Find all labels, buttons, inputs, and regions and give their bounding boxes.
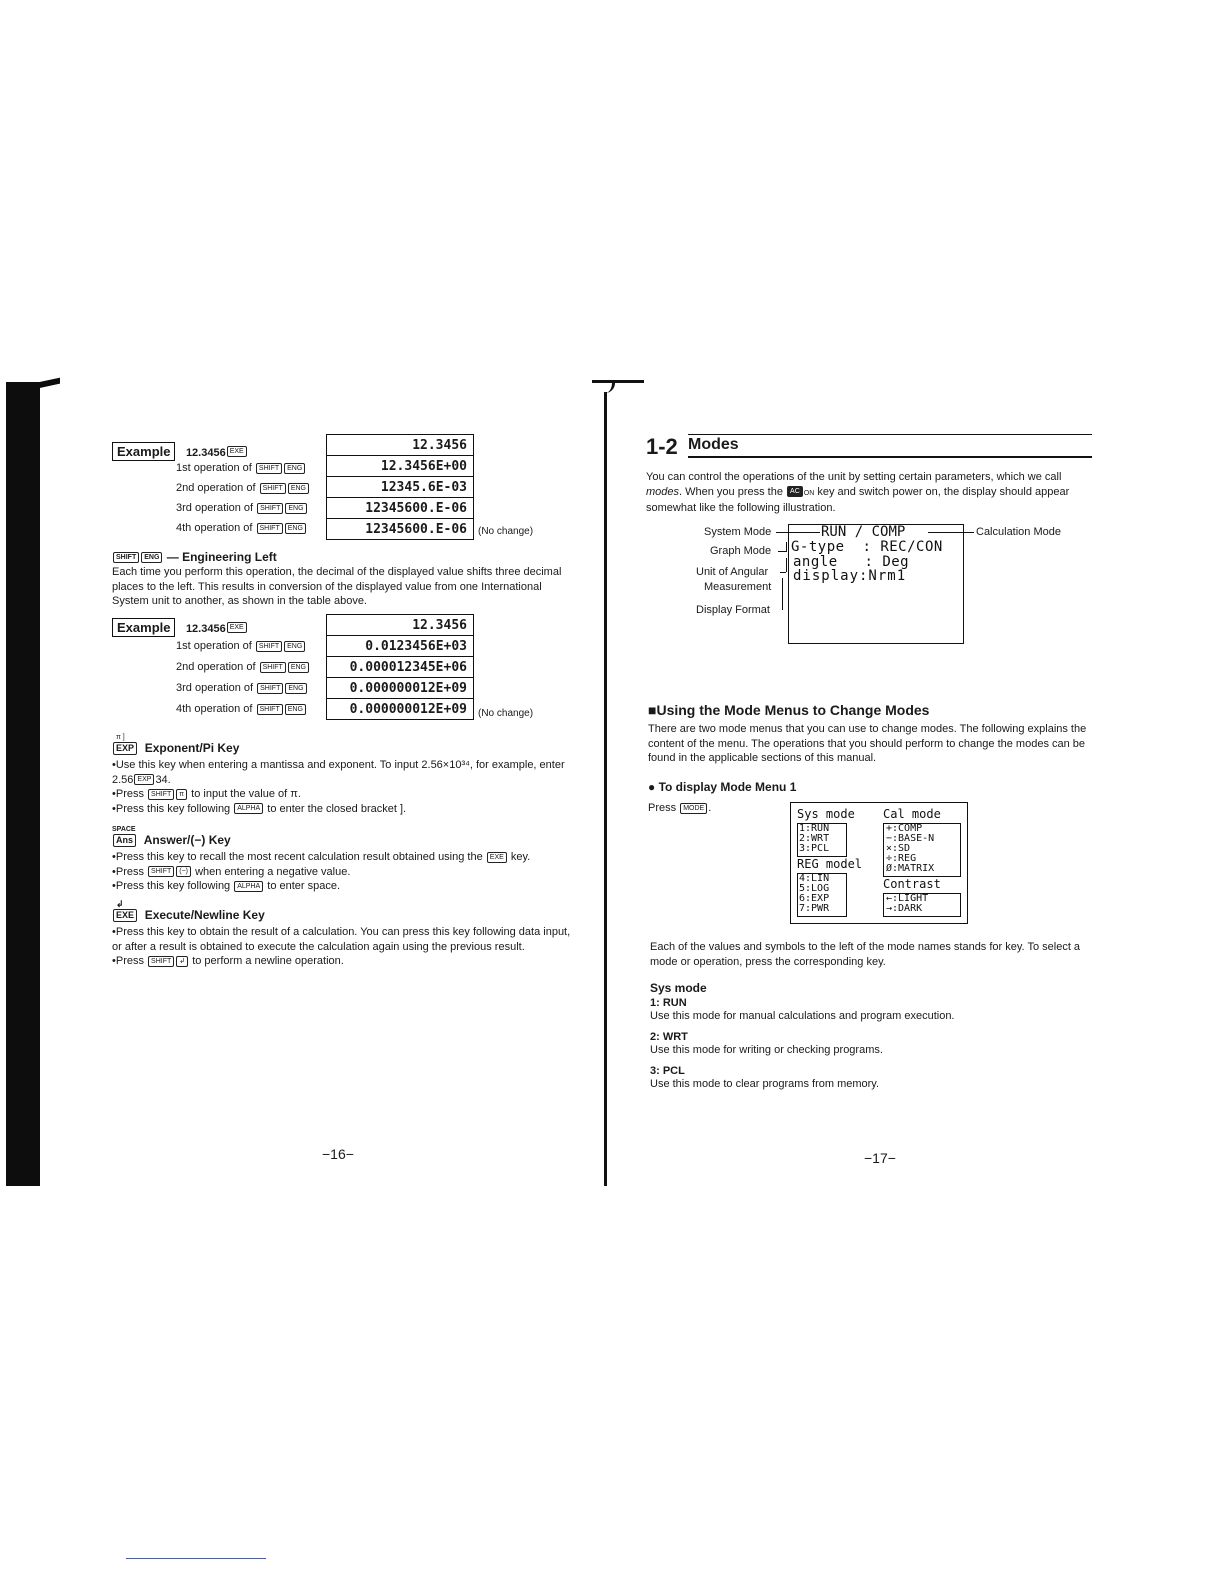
alpha-key-icon: ALPHA: [234, 803, 263, 814]
newline-key-icon: ↲: [176, 956, 188, 967]
menu-reg-title: REG model: [797, 857, 863, 871]
example1-result-1: 12.3456E+00: [327, 456, 474, 477]
example1-op-4: 4th operation of SHIFT ENG: [176, 522, 307, 534]
shift-key-icon: SHIFT: [257, 683, 283, 694]
label-graph-mode: Graph Mode: [710, 545, 772, 557]
run-body: Use this mode for manual calculations and program execution.: [650, 1010, 955, 1022]
left-page-number: −16−: [322, 1146, 354, 1162]
shift-key-icon: SHIFT: [256, 463, 282, 474]
menu-reg-item-0[interactable]: 4:LIN: [799, 873, 830, 884]
exp-key-icon: EXP: [134, 774, 154, 785]
display-illustration: [646, 520, 1106, 648]
connector-graph-v: [786, 542, 787, 552]
eng-key-icon: ENG: [141, 552, 162, 563]
eng-key-icon: ENG: [288, 483, 309, 494]
shift-key-icon: SHIFT: [148, 956, 174, 967]
label-calculation-mode: Calculation Mode: [976, 526, 1061, 538]
alpha-key-icon: ALPHA: [234, 881, 263, 892]
example2: [112, 614, 582, 726]
label-measurement: Measurement: [704, 581, 772, 593]
using-heading: ■Using the Mode Menus to Change Modes: [648, 702, 930, 718]
pcl-heading: 3: PCL: [650, 1065, 685, 1077]
pi-key-icon: π: [176, 789, 187, 800]
shift-key-icon: SHIFT: [148, 789, 174, 800]
example2-result-0: 12.3456: [327, 615, 474, 636]
exp-key-heading: [112, 741, 574, 755]
connector-angular: [780, 572, 786, 573]
exp-key-over: π ]: [116, 734, 125, 741]
ans-key-b1: •Press this key to recall the most recent calculation result obtained using the EXE key.: [112, 851, 531, 864]
intro-paragraph: You can control the operations of the unit by setting certain parameters, which we call modes. When you press the AC ON key and switch power on, the display should appear somewhat like the following illustration.: [646, 471, 1070, 514]
example2-result-1: 0.0123456E+03: [327, 636, 474, 657]
example1-input: 12.3456: [185, 447, 226, 459]
negative-key-icon: (−): [176, 866, 191, 877]
example1-op-3: 3rd operation of SHIFT ENG: [176, 502, 308, 514]
example2-op-1: 1st operation of SHIFT ENG: [176, 640, 306, 652]
exe-key-b2: •Press SHIFT ↲ to perform a newline operation.: [112, 955, 344, 968]
connector-display-v: [782, 578, 783, 610]
example1-op-1: 1st operation of SHIFT ENG: [176, 462, 306, 474]
pcl-body: Use this mode to clear programs from memory.: [650, 1078, 880, 1090]
each-paragraph: Each of the values and symbols to the left of the mode names stands for key. To select a mode or operation, press the corresponding key.: [650, 941, 1081, 968]
eng-key-icon: ENG: [285, 704, 306, 715]
example1-op-2: 2nd operation of SHIFT ENG: [176, 482, 310, 494]
exp-key-b3: •Press this key following ALPHA to enter the closed bracket ].: [112, 802, 407, 815]
example2-op-3: 3rd operation of SHIFT ENG: [176, 682, 308, 694]
eng-left-body: Each time you perform this operation, the decimal of the displayed value shifts three decimal places to the left. This results in conversion of the displayed value from one International System unit to another, as shown in the table above.: [112, 566, 562, 607]
menu-reg-box: [797, 873, 847, 917]
example1-result-3: 12345600.E-06: [327, 498, 474, 519]
display-line-4: display:Nrm1: [793, 568, 907, 584]
connector-angular-v: [786, 558, 787, 572]
eng-key-icon: ENG: [285, 503, 306, 514]
shift-key-icon: SHIFT: [257, 503, 283, 514]
menu-contrast-title: Contrast: [883, 877, 941, 891]
left-corner-mark: [38, 378, 60, 389]
menu-cal-item-4[interactable]: Ø:MATRIX: [886, 863, 935, 874]
using-body: There are two mode menus that you can use to change modes. The following explains the content of the menu. The operations that you should perform to change the modes can be found in the applicable sections of this manual.: [648, 723, 1087, 764]
label-unit-angular: Unit of Angular: [696, 566, 769, 578]
example2-input: 12.3456: [185, 623, 226, 635]
example1-label: Example: [112, 442, 175, 461]
run-heading: 1: RUN: [650, 997, 687, 1009]
menu-cal-item-1[interactable]: −:BASE-N: [886, 833, 935, 844]
connector-graph: [778, 551, 786, 552]
ans-key-icon: Ans: [113, 834, 136, 847]
example2-op-4: 4th operation of SHIFT ENG: [176, 703, 307, 715]
menu-cal-item-2[interactable]: ×:SD: [886, 843, 911, 854]
example1: [112, 434, 582, 544]
example1-result-2: 12345.6E-03: [327, 477, 474, 498]
menu-sys-item-0[interactable]: 1:RUN: [799, 823, 830, 834]
shift-key-icon: SHIFT: [148, 866, 174, 877]
example2-display-table: [326, 614, 474, 720]
exe-key-icon: EXE: [227, 622, 247, 633]
example1-result-0: 12.3456: [327, 435, 474, 456]
example1-label-row: [112, 442, 248, 461]
eng-key-icon: ENG: [288, 662, 309, 673]
mode-key-icon: MODE: [680, 803, 707, 814]
menu1-press: Press MODE .: [648, 802, 712, 814]
ans-key-b3: •Press this key following ALPHA to enter space.: [112, 880, 341, 893]
center-binding-line: [604, 392, 607, 1186]
label-display-format: Display Format: [696, 604, 770, 616]
menu-contrast-item-1[interactable]: →:DARK: [886, 903, 923, 914]
example2-label-row: [112, 618, 248, 637]
exe-key-icon: EXE: [487, 852, 507, 863]
ans-key-section: [112, 826, 574, 894]
display-screen: [788, 524, 964, 644]
exe-key-heading: [112, 908, 574, 922]
eng-key-icon: ENG: [285, 683, 306, 694]
mode-menu-screen: [790, 802, 968, 924]
eng-left-section: [112, 550, 574, 609]
shift-key-icon: SHIFT: [113, 552, 139, 563]
shift-key-icon: SHIFT: [256, 641, 282, 652]
menu-reg-item-2[interactable]: 6:EXP: [799, 893, 830, 904]
example2-result-4: 0.000000012E+09: [327, 699, 474, 720]
section-rule-bottom: [688, 456, 1092, 458]
display-line-3: angle : Deg: [793, 554, 910, 570]
exe-key-section: [112, 900, 574, 969]
menu-reg-item-1[interactable]: 5:LOG: [799, 883, 830, 894]
menu-contrast-box: [883, 893, 961, 917]
ac-key-icon: AC: [787, 486, 803, 497]
section-rule-top: [688, 434, 1092, 435]
menu-sys-item-1[interactable]: 2:WRT: [799, 833, 830, 844]
menu-cal-item-0[interactable]: +:COMP: [886, 823, 923, 834]
shift-key-icon: SHIFT: [257, 704, 283, 715]
wrt-body: Use this mode for writing or checking programs.: [650, 1044, 883, 1056]
exe-key-icon: EXE: [227, 446, 247, 457]
ans-key-heading: [112, 833, 574, 847]
eng-key-icon: ENG: [284, 641, 305, 652]
exe-key-icon: EXE: [113, 909, 137, 922]
menu-contrast-item-0[interactable]: ←:LIGHT: [886, 893, 929, 904]
sys-mode-heading: Sys mode: [650, 981, 707, 995]
menu-sys-title: Sys mode: [797, 807, 855, 821]
exe-key-title: Execute/Newline Key: [144, 908, 265, 922]
example2-label: Example: [112, 618, 175, 637]
menu-reg-item-3[interactable]: 7:PWR: [799, 903, 830, 914]
ans-key-over: SPACE: [112, 826, 136, 833]
example1-display-table: [326, 434, 474, 540]
menu-cal-box: [883, 823, 961, 877]
example2-result-3: 0.000000012E+09: [327, 678, 474, 699]
eng-key-icon: ENG: [284, 463, 305, 474]
example1-result-4: 12345600.E-06: [327, 519, 474, 540]
exe-key-b1: •Press this key to obtain the result of a calculation. You can press this key following data input, or after a result is obtained to execute the calculation again using the previous result.: [112, 926, 571, 953]
example1-no-change: (No change): [478, 526, 534, 537]
ans-key-b2: •Press SHIFT (−) when entering a negative value.: [112, 865, 351, 878]
exe-key-over: ↲: [116, 899, 124, 909]
menu-cal-title: Cal mode: [883, 807, 941, 821]
bottom-link-line: [126, 1558, 266, 1559]
eng-left-title: — Engineering Left: [166, 550, 277, 564]
display-line-1: RUN / COMP: [821, 524, 906, 540]
wrt-heading: 2: WRT: [650, 1031, 688, 1043]
left-binding-edge: [6, 382, 40, 1186]
eng-left-heading: [112, 550, 574, 564]
right-page-number: −17−: [864, 1150, 896, 1166]
exp-key-title: Exponent/Pi Key: [144, 741, 240, 755]
ans-key-title: Answer/(−) Key: [143, 833, 231, 847]
shift-key-icon: SHIFT: [260, 483, 286, 494]
exp-key-icon: EXP: [113, 742, 137, 755]
section-title: Modes: [688, 436, 739, 453]
menu-sys-box: [797, 823, 847, 857]
label-system-mode: System Mode: [704, 526, 772, 538]
example2-no-change: (No change): [478, 708, 534, 719]
example2-op-2: 2nd operation of SHIFT ENG: [176, 661, 310, 673]
center-corner-mark-diag: [598, 383, 615, 393]
section-header: [646, 428, 1094, 462]
display-line-2: G-type : REC/CON: [791, 539, 943, 555]
exp-key-b1: •Use this key when entering a mantissa and exponent. To input 2.56×10³⁴, for example, enter 2.56 EXP 34.: [112, 759, 565, 786]
menu-sys-item-2[interactable]: 3:PCL: [799, 843, 830, 854]
exp-key-section: [112, 734, 574, 816]
section-number: 1-2: [646, 434, 678, 459]
shift-key-icon: SHIFT: [257, 523, 283, 534]
exp-key-b2: •Press SHIFT π to input the value of π.: [112, 788, 301, 801]
menu-cal-item-3[interactable]: ÷:REG: [886, 853, 917, 864]
example2-result-2: 0.000012345E+06: [327, 657, 474, 678]
menu1-heading: ● To display Mode Menu 1: [648, 780, 797, 794]
eng-key-icon: ENG: [285, 523, 306, 534]
shift-key-icon: SHIFT: [260, 662, 286, 673]
